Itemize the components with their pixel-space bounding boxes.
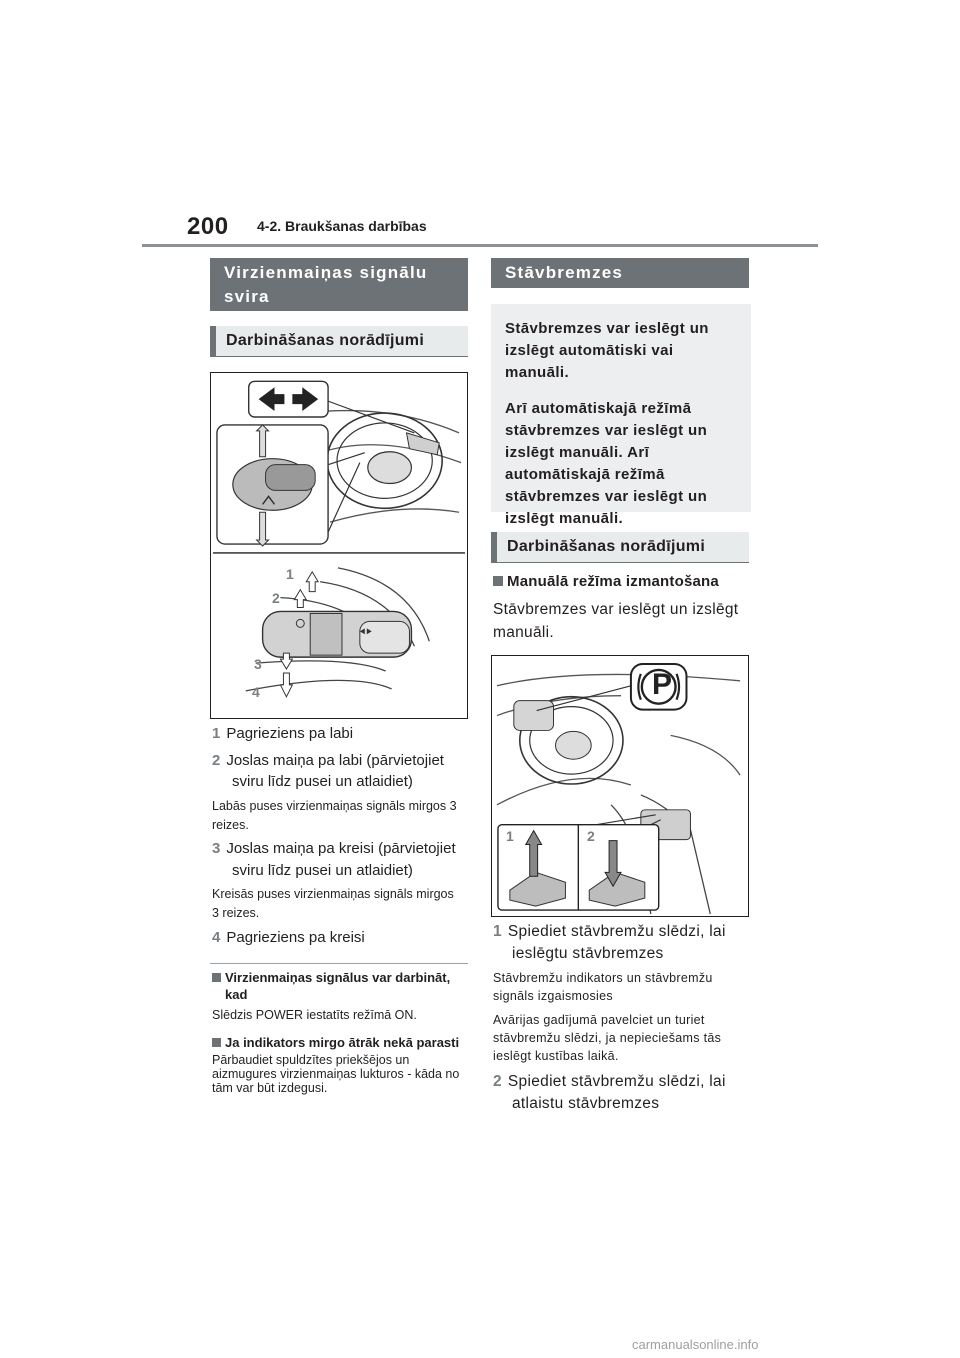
- intro-p2-line2: stāvbremzes var ieslēgt un: [505, 422, 708, 439]
- step-1-num: 1: [212, 725, 221, 742]
- step-3-line2: sviru līdz pusei un atlaidiet): [232, 862, 413, 879]
- step-2-line2: sviru līdz pusei un atlaidiet): [232, 773, 413, 790]
- intro-p2-line1: Arī automātiskajā režīmā: [505, 400, 692, 417]
- manual-body-line2: manuāli.: [493, 624, 554, 641]
- step-3-note-line2: 3 reizes.: [212, 906, 260, 920]
- info1-title-line2: kad: [225, 987, 248, 1002]
- pb-step-1-note2-line2: stāvbremžu slēdzi, ja nepieciešams tās: [493, 1031, 722, 1045]
- intro-p2-line6: izslēgt manuāli.: [505, 510, 624, 527]
- pb-step-1-note-line1: Stāvbremžu indikators un stāvbremžu: [493, 971, 713, 985]
- step-1-text: Pagrieziens pa labi: [226, 725, 354, 742]
- step-2-num: 2: [212, 752, 221, 769]
- intro-p2-line5: stāvbremzes var ieslēgt un: [505, 488, 708, 505]
- manual-mode-title: [493, 573, 719, 590]
- pb-step-1-note2-line1: Avārijas gadījumā pavelciet un turiet: [493, 1013, 705, 1027]
- parking-brake-section-title: [491, 258, 749, 288]
- intro-paragraph-1: [505, 318, 737, 384]
- parking-brake-figure: [491, 655, 749, 917]
- left-subheading-rule: [210, 356, 468, 357]
- footer-watermark: carmanualsonline.info: [632, 1337, 759, 1352]
- step-4-num: 4: [212, 929, 221, 946]
- pb-step-2: [493, 1071, 726, 1093]
- step-2: [212, 750, 444, 772]
- pb-step-1-num: 1: [493, 923, 502, 940]
- step-1: [212, 723, 353, 745]
- right-subheading-text: Darbināšanas norādījumi: [507, 538, 706, 555]
- square-bullet-icon: [212, 973, 221, 982]
- intro-p1-line3: manuāli.: [505, 364, 570, 381]
- step-3: [212, 838, 456, 860]
- left-subheading: [210, 326, 468, 356]
- page-number: 200: [187, 213, 229, 240]
- intro-paragraph-2: [505, 398, 737, 530]
- step-4-text: Pagrieziens pa kreisi: [226, 929, 365, 946]
- info1-title-line1: Virzienmaiņas signālus var darbināt,: [225, 970, 451, 985]
- info1-title: [212, 970, 450, 986]
- info2-body-line2: aizmugures virzienmaiņas lukturos - kāda no: [212, 1067, 460, 1081]
- square-bullet-icon: [212, 1038, 221, 1047]
- parking-brake-intro-box: [491, 304, 751, 527]
- info2-title-text: Ja indikators mirgo ātrāk nekā parasti: [225, 1035, 460, 1050]
- pb-fig-label-2: 2: [587, 828, 595, 844]
- pb-step-1-note2-line3: ieslēgt kustības laikā.: [493, 1049, 619, 1063]
- info2-title: [212, 1035, 459, 1051]
- step-2-text-line1: Joslas maiņa pa labi (pārvietojiet: [226, 752, 444, 769]
- step-3-note-line1: Kreisās puses virzienmaiņas signāls mirgos: [212, 887, 454, 901]
- fig-label-4: 4: [252, 684, 260, 700]
- info1-body: Slēdzis POWER iestatīts režīmā ON.: [212, 1008, 417, 1022]
- pb-step-2-line2: atlaistu stāvbremzes: [512, 1095, 660, 1112]
- parking-brake-section-title-text: Stāvbremzes: [505, 263, 624, 282]
- info2-body-line1: Pārbaudiet spuldzītes priekšējos un: [212, 1053, 410, 1067]
- step-4: [212, 927, 365, 949]
- section-title-line1: Virzienmaiņas signālu: [224, 262, 428, 282]
- step-2-note-line1: Labās puses virzienmaiņas signāls mirgos 3: [212, 799, 457, 813]
- step-2-note-line2: reizes.: [212, 818, 249, 832]
- pb-step-1-note-line2: signāls izgaismosies: [493, 989, 613, 1003]
- pb-fig-label-1: 1: [506, 828, 514, 844]
- info-rule: [210, 963, 468, 964]
- chapter-title: 4-2. Braukšanas darbības: [257, 218, 427, 234]
- header-rule: [142, 244, 818, 247]
- pb-step-1-line1: Spiediet stāvbremžu slēdzi, lai: [507, 923, 726, 940]
- intro-p2-line3: izslēgt manuāli. Arī: [505, 444, 650, 461]
- square-bullet-icon: [493, 576, 503, 586]
- intro-p1-line2: izslēgt automātiski vai: [505, 342, 674, 359]
- pb-step-1: [493, 921, 726, 943]
- step-3-num: 3: [212, 840, 221, 857]
- turn-signal-figure: [210, 372, 468, 719]
- left-subheading-text: Darbināšanas norādījumi: [226, 332, 425, 349]
- info2-body-line3: tām var būt izdegusi.: [212, 1081, 328, 1095]
- parking-p-symbol: P: [652, 668, 673, 701]
- turn-signal-section-title: [210, 258, 468, 311]
- parking-brake-illustration: [492, 656, 748, 916]
- pb-step-2-num: 2: [493, 1073, 502, 1090]
- fig-label-2: 2: [272, 590, 280, 606]
- right-subheading: [491, 532, 749, 562]
- fig-label-3: 3: [254, 656, 262, 672]
- fig-label-1: 1: [286, 566, 294, 582]
- manual-body-line1: Stāvbremzes var ieslēgt un izslēgt: [493, 601, 739, 618]
- step-3-text-line1: Joslas maiņa pa kreisi (pārvietojiet: [226, 840, 456, 857]
- pb-step-1-line2: ieslēgtu stāvbremzes: [512, 945, 664, 962]
- right-subheading-rule: [491, 562, 749, 563]
- intro-p1-line1: Stāvbremzes var ieslēgt un: [505, 320, 709, 337]
- section-title-line2: svira: [224, 286, 270, 306]
- intro-p2-line4: automātiskajā režīmā: [505, 466, 665, 483]
- turn-signal-illustration: [211, 373, 467, 718]
- pb-step-2-line1: Spiediet stāvbremžu slēdzi, lai: [507, 1073, 726, 1090]
- manual-mode-title-text: Manuālā režīma izmantošana: [507, 573, 719, 590]
